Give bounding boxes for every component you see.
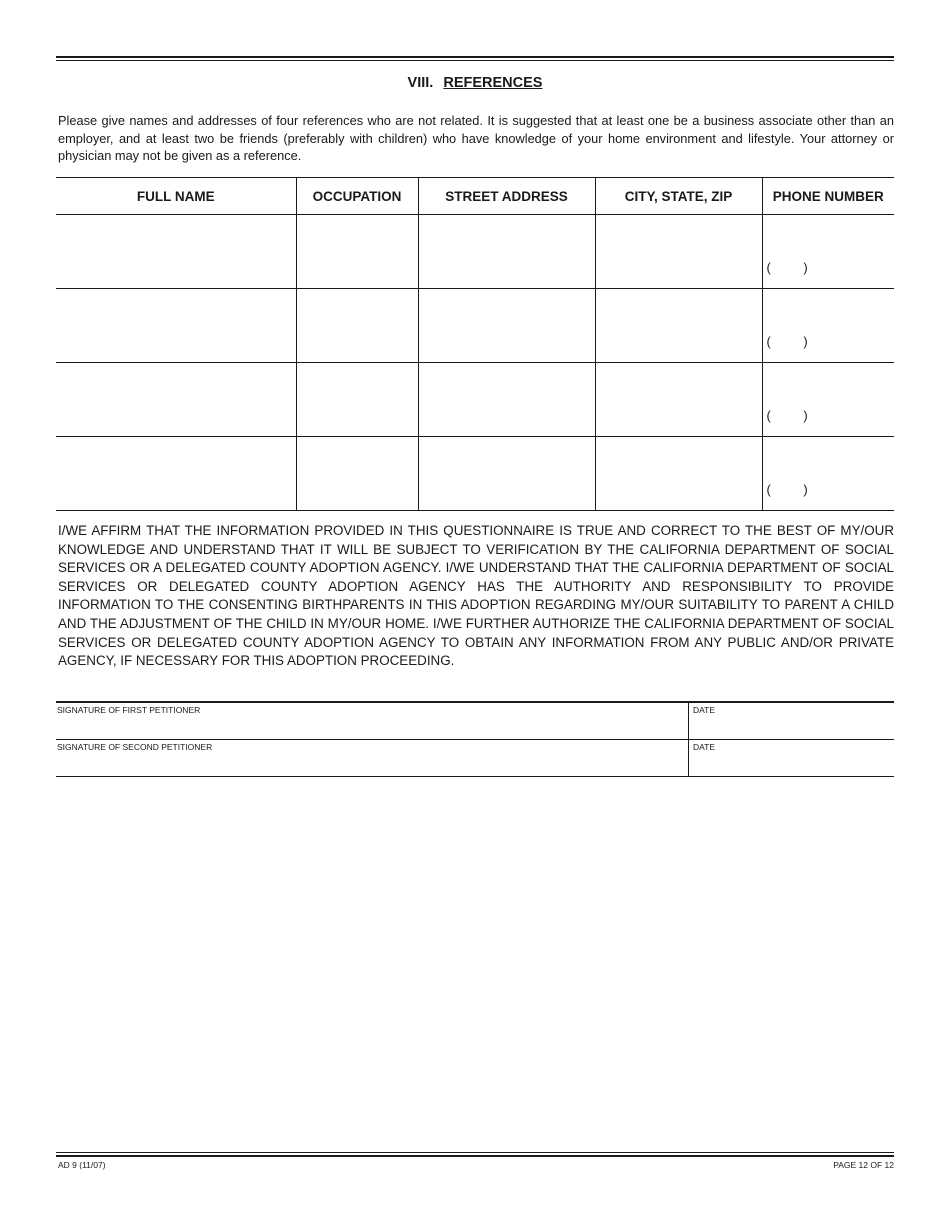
- city-state-zip-cell[interactable]: [595, 215, 762, 289]
- second-petitioner-signature-label: SIGNATURE OF SECOND PETITIONER: [57, 742, 213, 752]
- occupation-cell[interactable]: [296, 363, 418, 437]
- references-table: [56, 177, 894, 511]
- header-full-name: FULL NAME: [56, 178, 296, 215]
- full-name-cell[interactable]: [56, 289, 296, 363]
- street-address-cell[interactable]: [418, 363, 595, 437]
- header-street-address: STREET ADDRESS: [418, 178, 595, 215]
- table-header-row: [56, 178, 894, 215]
- date-label: DATE: [693, 705, 716, 715]
- affirmation-paragraph: I/WE AFFIRM THAT THE INFORMATION PROVIDED IN THIS QUESTIONNAIRE IS TRUE AND CORRECT TO THE BEST OF MY/OUR KNOWLEDGE AND UNDERSTAND THAT IT WILL BE SUBJECT TO VERIFICATION BY THE CALIFORNIA DEPARTMENT OF SOCIAL SERVICES OR A DELEGATED COUNTY ADOPTION AGENCY. I/WE UNDERSTAND THAT THE CALIFORNIA DEPARTMENT OF SOCIAL SERVICES OR DELEGATED COUNTY ADOPTION AGENCY HAS THE AUTHORITY AND RESPONSIBILITY TO PROVIDE INFORMATION TO THE CONSENTING BIRTHPARENTS IN THIS ADOPTION REGARDING MY/OUR SUITABILITY TO PARENT A CHILD AND THE ADJUSTMENT OF THE CHILD IN MY/OUR HOME. I/WE FURTHER AUTHORIZE THE CALIFORNIA DEPARTMENT OF SOCIAL SERVICES OR DELEGATED COUNTY ADOPTION AGENCY TO OBTAIN ANY INFORMATION FROM ANY PUBLIC AND/OR PRIVATE AGENCY, IF NECESSARY FOR THIS ADOPTION PROCEEDING.: [58, 523, 894, 669]
- occupation-cell[interactable]: [296, 289, 418, 363]
- first-petitioner-signature-field[interactable]: [56, 703, 689, 739]
- area-code-parens: ( ): [766, 408, 808, 423]
- header-city-state-zip: CITY, STATE, ZIP: [595, 178, 762, 215]
- phone-number-cell[interactable]: [762, 363, 894, 437]
- city-state-zip-cell[interactable]: [595, 437, 762, 511]
- table-row: [56, 215, 894, 289]
- phone-number-cell[interactable]: [762, 289, 894, 363]
- signature-row-second: [56, 740, 894, 777]
- section-title: REFERENCES: [443, 75, 543, 91]
- full-name-cell[interactable]: [56, 215, 296, 289]
- area-code-parens: ( ): [766, 482, 808, 497]
- table-row: [56, 289, 894, 363]
- signature-row-first: [56, 703, 894, 740]
- top-rule: [56, 56, 894, 61]
- date-label: DATE: [693, 742, 716, 752]
- street-address-cell[interactable]: [418, 289, 595, 363]
- header-phone-number: PHONE NUMBER: [762, 178, 894, 215]
- bottom-rule: [56, 1152, 894, 1157]
- occupation-cell[interactable]: [296, 437, 418, 511]
- header-occupation: OCCUPATION: [296, 178, 418, 215]
- phone-number-cell[interactable]: [762, 215, 894, 289]
- first-petitioner-date-field[interactable]: [689, 703, 894, 739]
- section-number: VIII.: [407, 75, 434, 91]
- instructions-paragraph: Please give names and addresses of four references who are not related. It is suggested that at least one be a business associate other than an employer, and at least two be friends (preferably with children) who have knowledge of your home environment and lifestyle. Your attorney or physician may not be given as a reference.: [58, 113, 894, 163]
- street-address-cell[interactable]: [418, 215, 595, 289]
- first-petitioner-signature-label: SIGNATURE OF FIRST PETITIONER: [57, 705, 201, 715]
- form-page: [56, 0, 894, 1230]
- city-state-zip-cell[interactable]: [595, 289, 762, 363]
- second-petitioner-date-field[interactable]: [689, 740, 894, 776]
- signature-block: [56, 701, 894, 777]
- full-name-cell[interactable]: [56, 363, 296, 437]
- form-id: AD 9 (11/07): [58, 1160, 106, 1170]
- phone-number-cell[interactable]: [762, 437, 894, 511]
- full-name-cell[interactable]: [56, 437, 296, 511]
- table-row: [56, 363, 894, 437]
- city-state-zip-cell[interactable]: [595, 363, 762, 437]
- street-address-cell[interactable]: [418, 437, 595, 511]
- section-heading: [56, 75, 894, 91]
- area-code-parens: ( ): [766, 334, 808, 349]
- table-row: [56, 437, 894, 511]
- occupation-cell[interactable]: [296, 215, 418, 289]
- page-number: PAGE 12 OF 12: [833, 1160, 894, 1170]
- area-code-parens: ( ): [766, 260, 808, 275]
- second-petitioner-signature-field[interactable]: [56, 740, 689, 776]
